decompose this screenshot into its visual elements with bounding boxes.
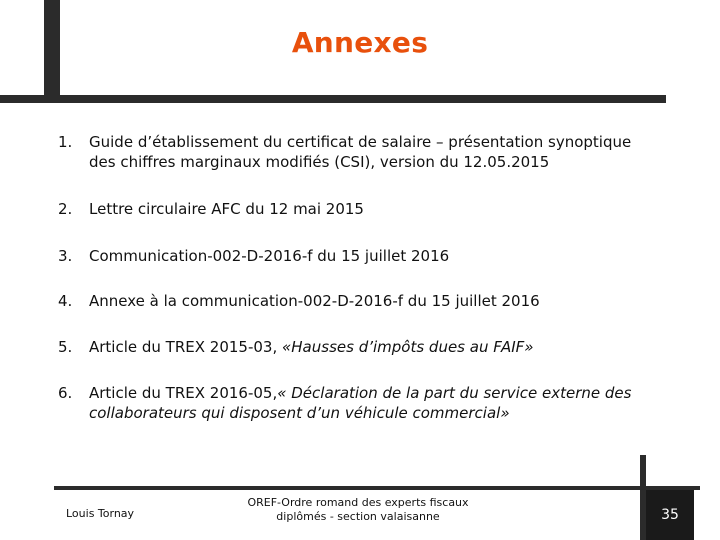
title-underline-bar: [0, 95, 666, 103]
item-text-prefix: Article du TREX 2015-03,: [89, 338, 283, 356]
footer-divider-bar: [54, 486, 700, 490]
item-number: 4.: [58, 292, 73, 310]
item-text: Communication-002-D-2016-f du 15 juillet 2016: [89, 247, 450, 265]
page-number: 35: [646, 490, 694, 540]
item-number: 3.: [58, 247, 73, 265]
item-text-line: collaborateurs qui disposent d’un véhicule commercial»: [89, 404, 510, 422]
footer-organization: [228, 496, 488, 524]
footer-org-line: OREF-Ordre romand des experts fiscaux: [247, 496, 469, 509]
item-text-line: des chiffres marginaux modifiés (CSI), version du 12.05.2015: [89, 153, 550, 171]
item-text-prefix: Article du TREX 2016-05,: [89, 384, 278, 402]
footer-org-line: diplômés - section valaisanne: [276, 510, 440, 523]
item-text-italic: «Hausses d’impôts dues au FAIF»: [282, 338, 534, 356]
footer-author: Louis Tornay: [66, 507, 135, 520]
item-text-line: Guide d’établissement du certificat de salaire – présentation synoptique: [89, 133, 632, 151]
item-number: 6.: [58, 384, 73, 402]
item-text: Lettre circulaire AFC du 12 mai 2015: [89, 200, 364, 218]
item-text: [89, 132, 679, 172]
item-text: Annexe à la communication-002-D-2016-f du 15 juillet 2016: [89, 292, 540, 310]
item-text: [89, 337, 679, 357]
item-number: 5.: [58, 338, 73, 356]
slide-title: Annexes: [291, 26, 429, 59]
item-number: 1.: [58, 133, 73, 151]
left-decorative-bar: [44, 0, 60, 98]
item-text-italic: « Déclaration de la part du service externe des: [277, 384, 632, 402]
item-number: 2.: [58, 200, 73, 218]
item-text: [89, 383, 679, 423]
